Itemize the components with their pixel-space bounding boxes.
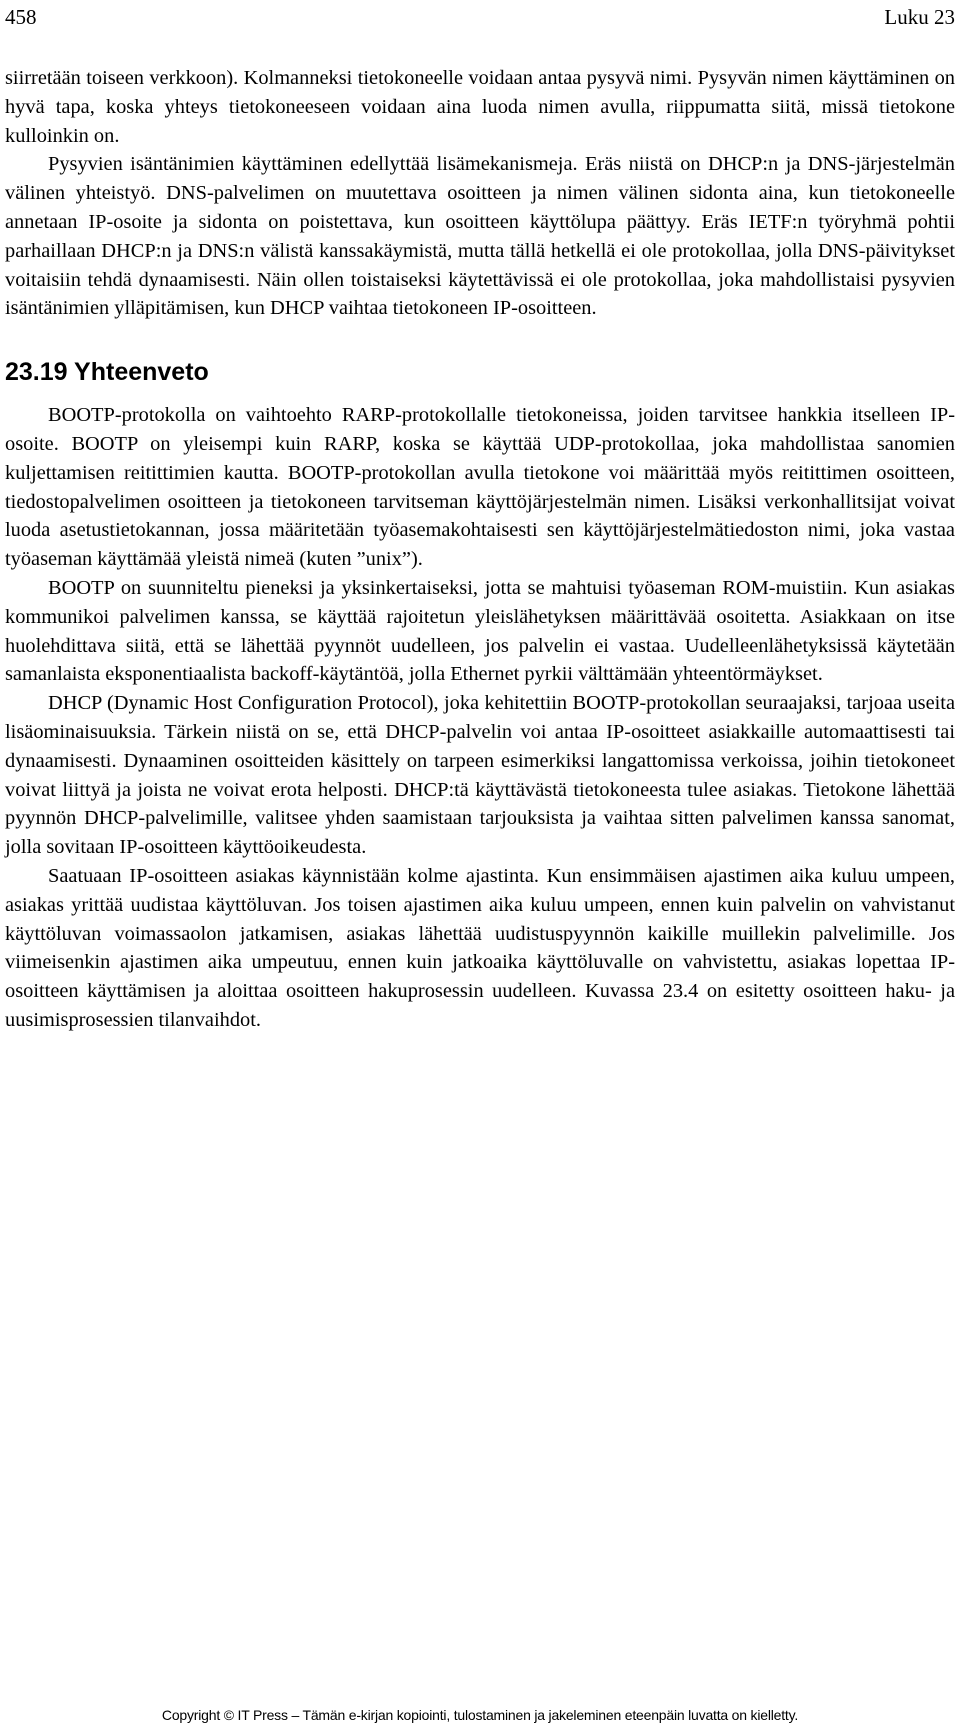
section-heading: 23.19 Yhteenveto — [5, 358, 209, 387]
copyright-footer: Copyright © IT Press – Tämän e-kirjan kopiointi, tulostaminen ja jakeleminen eteenpäin luvatta on kielletty. — [161, 1707, 799, 1723]
chapter-label: Luku 23 — [884, 5, 955, 29]
continued-paragraph: siirretään toiseen verkkoon). Kolmanneksi tietokoneelle voidaan antaa pysyvä nimi. Pysyvän nimen käyttäminen on hyvä tapa, koska yhteys tietokoneeseen voidaan aina luoda nimen avulla, riippumatta siitä, missä tietokone kulloinkin on. — [5, 67, 955, 147]
summary-paragraph-3: DHCP (Dynamic Host Configuration Protocol), joka kehitettiin BOOTP-protokollan seuraajaksi, tarjoaa useita lisäominaisuuksia. Tärkein niistä on se, että DHCP-palvelin voi antaa IP-osoitteet asiakkaille automaattisesti tai dynaamisesti. Dynaaminen osoitteiden käsittely on tarpeen esimerkiksi langattomissa verkoissa, joihin tietokoneet voivat liittyä ja joista ne voivat erota helposti. DHCP:tä käyttävästä tietokoneesta tulee asiakas. Tietokone lähettää pyynnön DHCP-palvelimille, valitsee yhden saamistaan tarjouksista ja vaihtaa sitten palvelimen kanssa sanomat, jolla sovitaan IP-osoitteen käyttöoikeudesta. — [5, 692, 955, 859]
page-content — [5, 64, 955, 1035]
page-number: 458 — [5, 5, 37, 29]
summary-paragraph-2: BOOTP on suunniteltu pieneksi ja yksinkertaiseksi, jotta se mahtuisi työaseman ROM-muistiin. Kun asiakas kommunikoi palvelimen kanssa, se käyttää rajoitetun yleislähetyksen määrittävää osoitetta. Asiakkaan on itse huolehdittava siitä, että se lähettää pyynnöt uudelleen, jos palvelin ei vastaa. Uudelleenlähetyksissä käytetään samanlaista eksponentiaalista backoff-käytäntöä, jolla Ethernet pyrkii välttämään yhteentörmäykset. — [5, 576, 955, 686]
summary-paragraph-4: Saatuaan IP-osoitteen asiakas käynnistään kolme ajastinta. Kun ensimmäisen ajastimen aika kuluu umpeen, asiakas yrittää uudistaa käyttöluvan. Jos toisen ajastimen aika kuluu umpeen, ennen kuin palvelin on vahvistanut käyttöluvan voimassaolon jatkamisen, asiakas lähettää uudistuspyynnön kaikille muillekin palvelimille. Jos viimeisenkin ajastimen aika umpeutuu, ennen kuin jatkoaika käyttöluvalle on vahvistettu, asiakas lopettaa IP-osoitteen käyttämisen ja aloittaa osoitteen hakuprosessin uudelleen. Kuvassa 23.4 on esitetty osoitteen haku- ja uusimisprosessien tilanvaihdot. — [5, 864, 955, 1031]
body-paragraph: Pysyvien isäntänimien käyttäminen edellyttää lisämekanismeja. Eräs niistä on DHCP:n ja DNS-järjestelmän välinen yhteistyö. DNS-palvelimen on muutettava osoitteen ja nimen välinen sidonta aina, kun tietokoneelle annetaan IP-osoite ja sidonta on poistettava, kun osoitteen käyttölupa päättyy. Eräs IETF:n työryhmä pohtii parhaillaan DHCP:n ja DNS:n välistä kanssakäymistä, mutta tällä hetkellä ei ole protokollaa, jolla DNS-päivitykset voitaisiin tehdä dynaamisesti. Näin ollen toistaiseksi käytettävissä ei ole protokollaa, joka mahdollistaisi pysyvien isäntänimien ylläpitämisen, kun DHCP vaihtaa tietokoneen IP-osoitteen. — [5, 153, 955, 320]
summary-paragraph-1: BOOTP-protokolla on vaihtoehto RARP-protokollalle tietokoneissa, joiden tarvitsee hankkia itselleen IP-osoite. BOOTP on yleisempi kuin RARP, koska se käyttää UDP-protokollaa, joka mahdollistaa sanomien kuljettamisen reitittimien kautta. BOOTP-protokollan avulla tietokone voi määrittää myös reitittimen osoitteen, tiedostopalvelimen osoitteen ja tietokoneen tarvitseman käyttöjärjestelmän nimen. Lisäksi verkonhallitsijat voivat luoda asetustietokannan, jossa määritetään työasemakohtaisesti sen käyttöjärjestelmätiedoston nimi, joka vastaa työaseman käyttämää yleistä nimeä (kuten ”unix”). — [5, 404, 955, 571]
page-header — [5, 2, 955, 32]
